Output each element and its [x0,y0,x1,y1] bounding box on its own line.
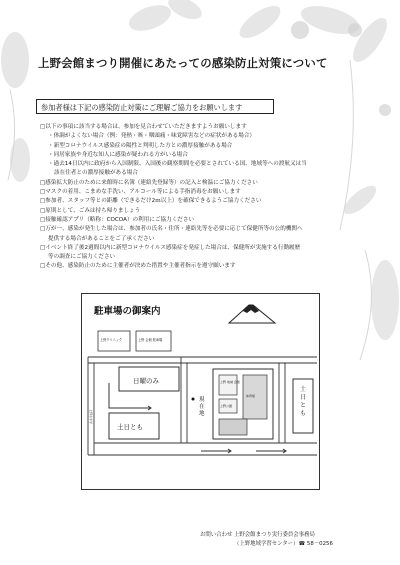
list-item: 等の調査にご協力ください [48,254,116,261]
page-title: 上野会館まつり開催にあたっての感染防止対策について [38,56,328,70]
list-item: □万が一、感染が発生した場合は、参加者の氏名・住所・連絡先等を必要に応じて保健所等の公的機関へ [40,226,303,233]
map-title: 駐車場の御案内 [94,306,161,317]
location-marker-icon [192,398,195,401]
svg-text:上野 地域 会館: 上野 地域 会館 [220,380,240,384]
list-item: □接触確認アプリ（略称：COCOA）の利用にご協力ください [40,216,195,223]
svg-text:上野小中学: 上野小中学 [89,409,93,425]
notice-banner: 参加者様は下記の感染防止対策にご理解ご協力をお願いします [36,99,274,114]
parking-map [81,283,321,491]
lot-weekend-right-label: 土日とも [300,386,307,417]
contact-phone: （上野地域学習センター）☎ 58－0256 [234,541,333,547]
list-item: □マスクの着用、こまめな手洗い、アルコール等による手指消毒をお願いします [40,189,241,196]
precaution-list [40,123,370,272]
list-item: □感染拡大防止のために来館時に名簿（連絡先登録等）の記入と検温にご協力ください [40,179,258,186]
svg-text:上野 会館 駐車場: 上野 会館 駐車場 [138,338,163,342]
list-item: ・新型コロナウイルス感染症の陽性と判明した方との濃厚接触がある場合 [48,142,233,149]
list-item: 提供する場合があることをご了承ください [48,235,155,242]
lot-weekend-left-label: 土日とも [117,423,143,431]
list-item: □以下の事項に該当する場合は、参加を見合わせていただきますようお願いします [40,124,247,130]
list-item: 該在住者との濃厚接触がある場合 [54,170,138,177]
list-item: □参加者、スタッフ等との距離（できるだけ2ｍ以上）を確保できるようご協力ください [40,198,262,205]
list-item: ・過去14日以内に政府から入国制限、入国後の観察期間を必要とされている国、地域等への渡航又は当 [48,161,307,168]
list-item: □イベント終了後2週間以内に新型コロナウイルス感染症を発症した場合は、保健所が実施する行動履歴 [40,244,301,251]
list-item: □原則として、ごみは持ち帰りましょう [40,207,141,214]
svg-text:上野公園: 上野公園 [220,404,233,408]
svg-text:上野クリニック: 上野クリニック [100,338,123,342]
contact-footer [200,531,333,549]
contact-org: 上野会館まつり実行委員会事務局 [234,532,315,538]
lot-sunday-label: 日曜のみ [133,377,159,385]
list-item: ・体調がよくない場合（例：発熱・咳・咽頭痛・味覚障害などの症状がある場合） [48,133,255,140]
list-item: ・同居家族や身近な知人に感染が疑われる方がいる場合 [48,151,188,158]
contact-label: お問い合わせ [200,532,233,538]
list-item: □その他、感染防止のために主催者が決めた措置や主催者指示を遵守願います [40,263,236,270]
svg-text:体育館: 体育館 [246,394,256,398]
current-location-label: 現在地 [199,397,205,417]
